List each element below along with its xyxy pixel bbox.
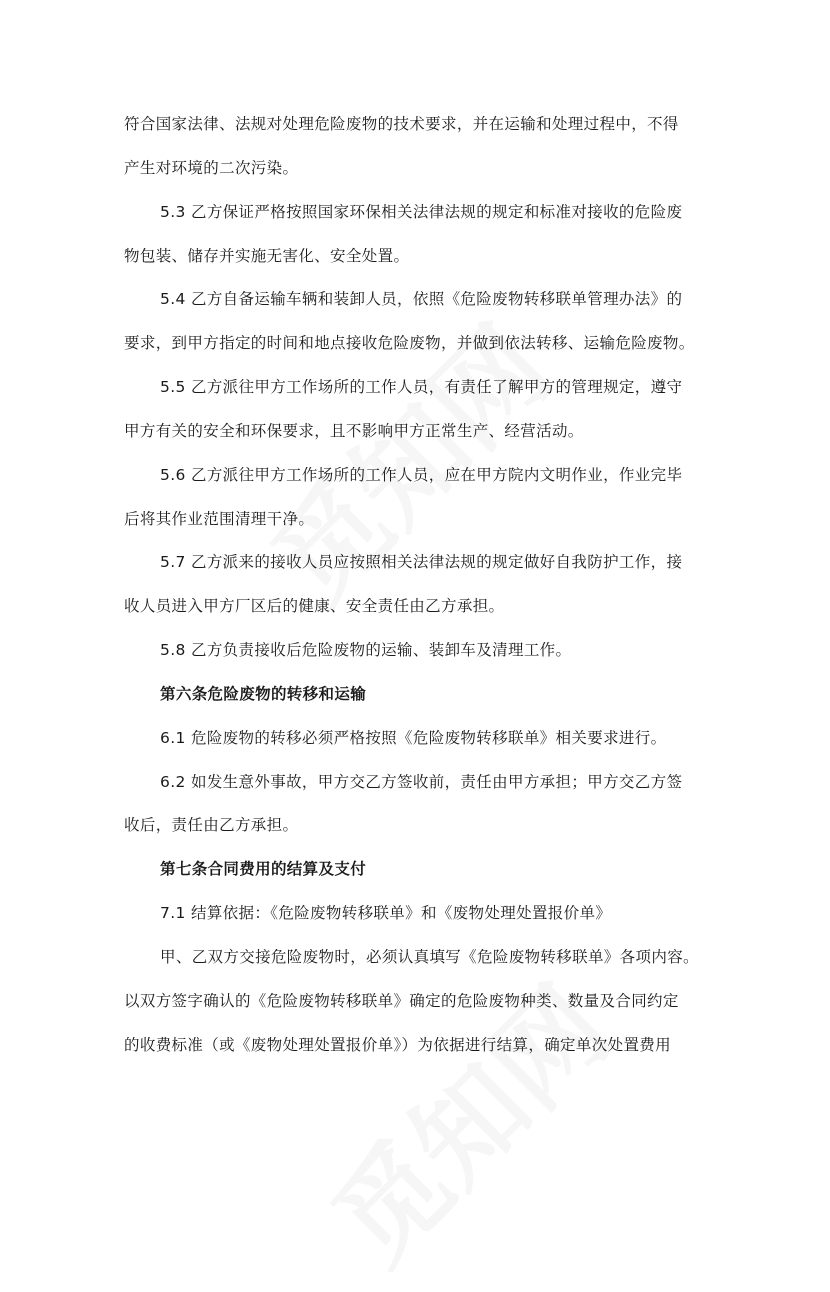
paragraph-line: 物包装、储存并实施无害化、安全处置。 [124,247,410,265]
paragraph-line: 6.2 如发生意外事故，甲方交乙方签收前，责任由甲方承担；甲方交乙方签 [160,773,683,791]
paragraph-line: 的收费标准（或《废物处理处置报价单》）为依据进行结算，确定单次处置费用 [124,1036,672,1054]
paragraph-line: 符合国家法律、法规对处理危险废物的技术要求，并在运输和处理过程中，不得 [124,115,679,133]
paragraph-line: 5.5 乙方派往甲方工作场所的工作人员，有责任了解甲方的管理规定，遵守 [160,378,683,396]
paragraph-line: 甲、乙双方交接危险废物时，必须认真填写《危险废物转移联单》各项内容。 [160,948,699,966]
paragraph-line: 5.7 乙方派来的接收人员应按照相关法律法规的规定做好自我防护工作，接 [160,553,683,571]
paragraph-line: 7.1 结算依据：《危险废物转移联单》和《废物处理处置报价单》 [160,904,612,922]
paragraph-line: 5.6 乙方派往甲方工作场所的工作人员，应在甲方院内文明作业，作业完毕 [160,466,683,484]
paragraph-line: 6.1 危险废物的转移必须严格按照《危险废物转移联单》相关要求进行。 [160,729,667,747]
paragraph-line: 后将其作业范围清理干净。 [124,510,315,528]
paragraph-line: 要求，到甲方指定的时间和地点接收危险废物，并做到依法转移、运输危险废物。 [124,334,695,352]
paragraph-line: 5.8 乙方负责接收后危险废物的运输、装卸车及清理工作。 [160,641,572,659]
section-heading: 第七条合同费用的结算及支付 [160,860,367,878]
section-heading: 第六条危险废物的转移和运输 [160,685,367,703]
paragraph-line: 以双方签字确认的《危险废物转移联单》确定的危险废物种类、数量及合同约定 [124,992,679,1010]
paragraph-line: 收后，责任由乙方承担。 [124,816,299,834]
paragraph-line: 5.4 乙方自备运输车辆和装卸人员，依照《危险废物转移联单管理办法》的 [160,290,683,308]
paragraph-line: 产生对环境的二次污染。 [124,159,299,177]
paragraph-line: 5.3 乙方保证严格按照国家环保相关法律法规的规定和标准对接收的危险废 [160,203,683,221]
paragraph-line: 甲方有关的安全和环保要求，且不影响甲方正常生产、经营活动。 [124,422,584,440]
paragraph-line: 收人员进入甲方厂区后的健康、安全责任由乙方承担。 [124,597,505,615]
